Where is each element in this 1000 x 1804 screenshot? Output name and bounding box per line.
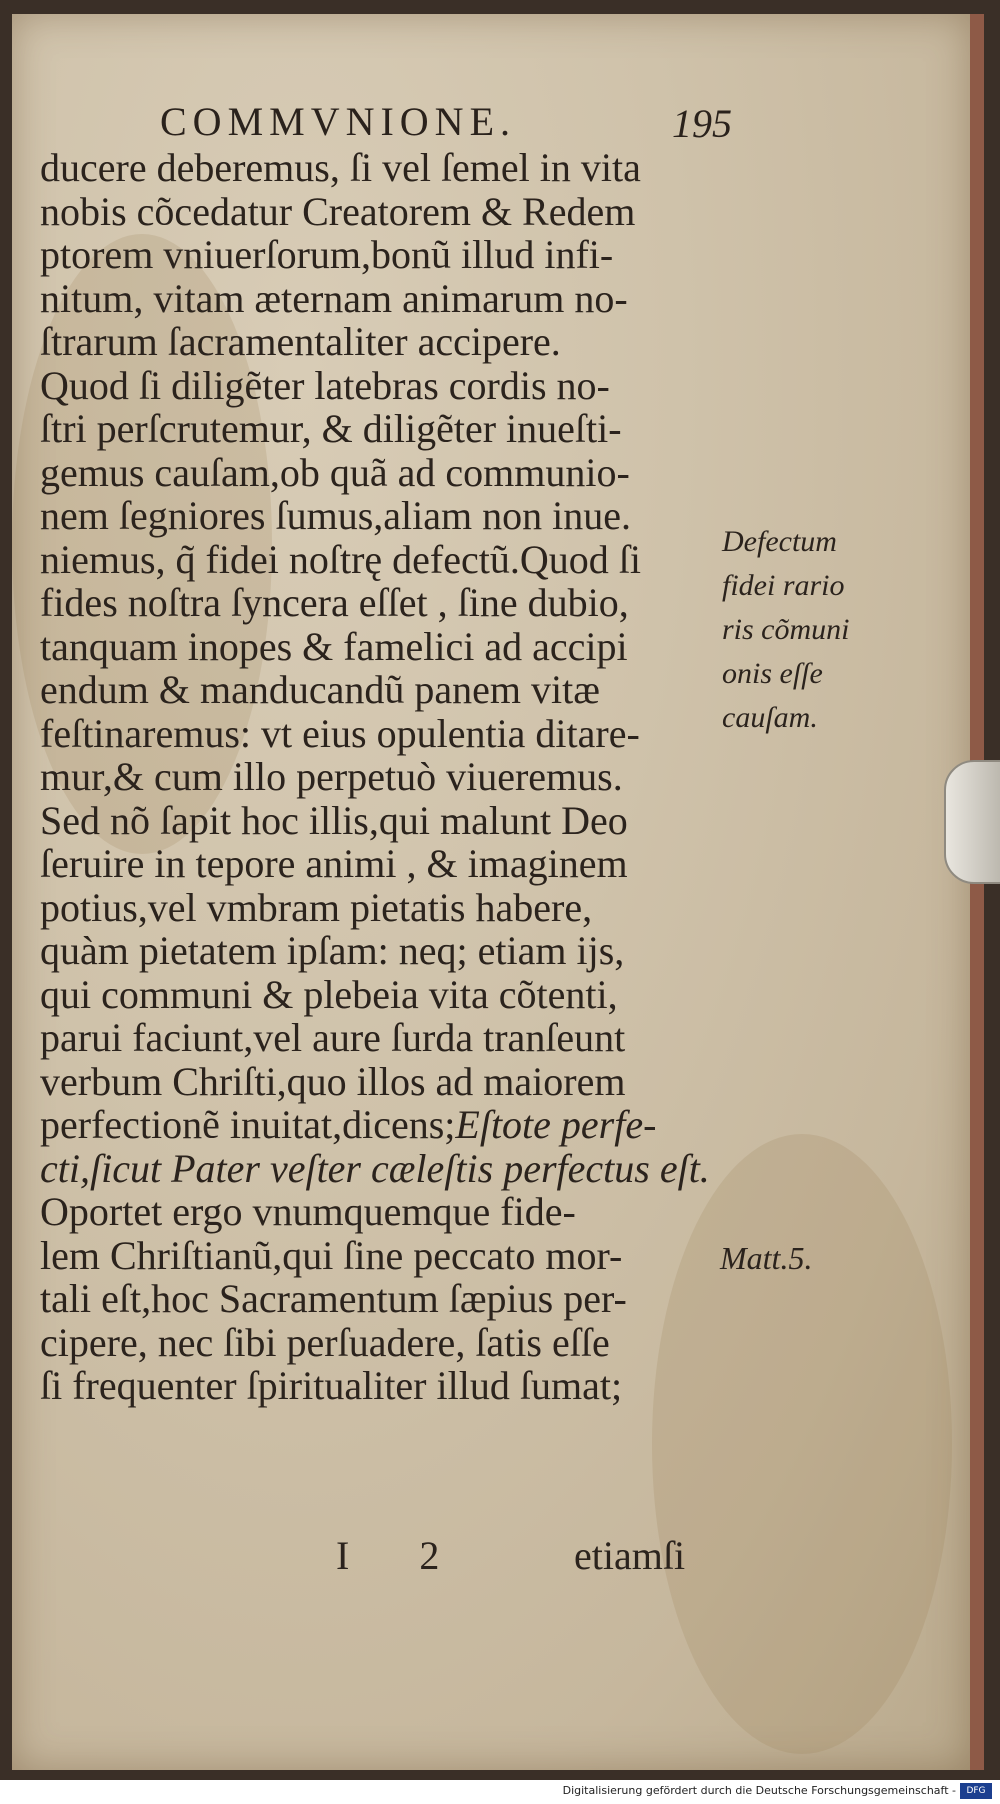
text-line: parui faciunt,vel aure ſurda tranſeunt [40,1015,626,1060]
text-line: perfectionẽ inuitat,dicens; [40,1102,456,1147]
scripture-quote: cti,ſicut Pater veſter cæleſtis perfectus eſt. [40,1145,710,1191]
text-line: tanquam inopes & famelici ad accipi [40,623,628,669]
text-line: nem ſegniores ſumus,aliam non inue. [40,493,631,538]
body-text [40,146,730,1408]
text-line: nitum, vitam æternam animarum no- [40,275,628,321]
text-line: verbum Chriſti,quo illos ad maiorem [40,1058,626,1104]
text-line: ſeruire in tepore animi , & imaginem [40,841,628,886]
text-line: mur,& cum illo perpetuò viueremus. [40,754,623,799]
margin-note-line: cauſam. [722,701,818,734]
scripture-quote: Eſtote perfe- [455,1102,657,1147]
margin-note [722,520,882,740]
signature-mark: I 2 [336,1533,470,1578]
page-foot [336,1532,716,1576]
running-head: COMMVNIONE. [160,99,516,144]
catchword: etiamſi [574,1533,686,1578]
margin-note-line: fidei rario [722,569,845,602]
text-line: cipere, nec ſibi perſuadere, ſatis eſſe [40,1319,610,1365]
margin-note-line: Defectum [722,525,837,558]
text-line: potius,vel vmbram pietatis habere, [40,884,593,930]
text-line: lem Chriſtianũ,qui ſine peccato mor- [40,1232,623,1278]
margin-note-line: onis eſſe [722,657,823,690]
page-number: 195 [672,101,732,146]
text-line: gemus cauſam,ob quã ad communio- [40,449,630,495]
text-line: feſtinaremus: vt eius opulentia ditare- [40,710,640,756]
margin-note-line: ris cõmuni [722,613,850,646]
text-line: Quod ſi diligẽter latebras cordis no- [40,362,610,408]
text-line: nobis cõcedatur Creatorem & Redem [40,188,636,234]
digitization-footer [0,1780,1000,1804]
scripture-reference: Matt.5. [720,1240,813,1276]
text-line: ſi frequenter ſpiritualiter illud ſumat; [40,1363,623,1408]
funding-credit: Digitalisierung gefördert durch die Deutsche Forschungsgemeinschaft - [562,1784,956,1797]
text-line: qui communi & plebeia vita cõtenti, [40,971,618,1017]
text-line: ducere deberemus, ſi vel ſemel in vita [40,145,641,190]
text-line: tali eſt,hoc Sacramentum ſæpius per- [40,1276,627,1321]
text-line: niemus, q̃ fidei noſtrę defectũ.Quod ſi [40,536,641,582]
text-line: Sed nõ ſapit hoc illis,qui malunt Deo [40,797,628,843]
text-line: ſtrarum ſacramentaliter accipere. [40,319,561,364]
text-line: endum & manducandũ panem vitæ [40,667,600,712]
dfg-logo: DFG [960,1783,992,1799]
text-line: quàm pietatem ipſam: neq; etiam ijs, [40,928,625,973]
page-clip [944,760,1000,884]
text-line: Oportet ergo vnumquemque fide- [40,1189,576,1234]
running-head-row [160,98,732,148]
text-line: fides noſtra ſyncera eſſet , ſine dubio, [40,580,629,625]
text-line: ptorem vniuerſorum,bonũ illud infi- [40,232,614,277]
text-line-with-quote [40,1103,730,1147]
text-line: ſtri perſcrutemur, & diligẽter inueſti- [40,406,622,451]
